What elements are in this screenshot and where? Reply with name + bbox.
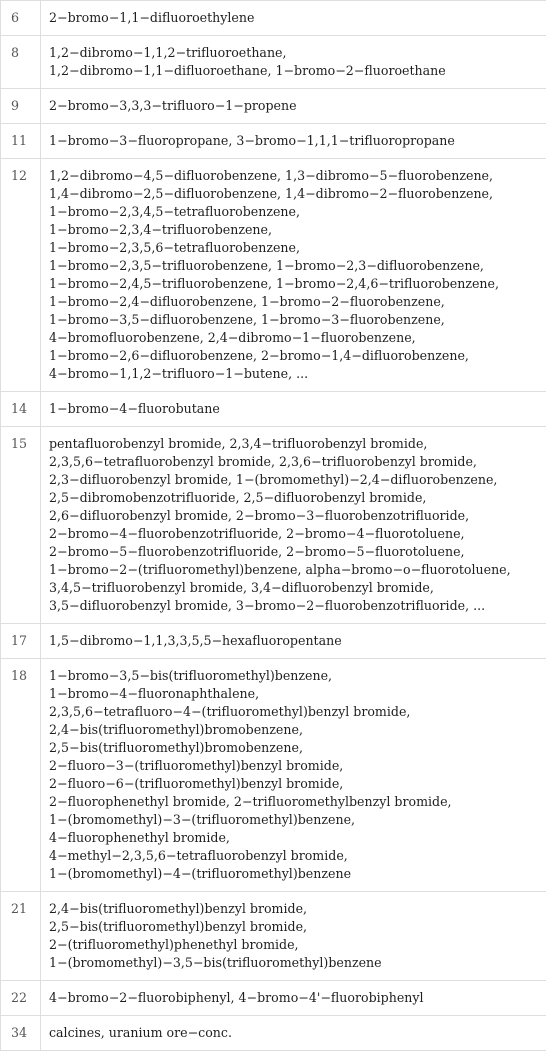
table-row xyxy=(1,159,546,392)
table-row xyxy=(1,1016,546,1051)
table-row xyxy=(1,427,546,624)
row-count: 8 xyxy=(1,36,41,89)
row-compounds: 1−bromo−3−fluoropropane, 3−bromo−1,1,1−trifluoropropane xyxy=(41,124,546,159)
row-count: 12 xyxy=(1,159,41,392)
table-row xyxy=(1,659,546,892)
row-compounds: 1,5−dibromo−1,1,3,3,5,5−hexafluoropentane xyxy=(41,624,546,659)
row-compounds: 2−bromo−1,1−difluoroethylene xyxy=(41,1,546,36)
row-count: 34 xyxy=(1,1016,41,1051)
table-row xyxy=(1,36,546,89)
row-count: 6 xyxy=(1,1,41,36)
row-count: 9 xyxy=(1,89,41,124)
row-compounds: 1,2−dibromo−4,5−difluorobenzene, 1,3−dibromo−5−fluorobenzene, 1,4−dibromo−2,5−difluorobenzene, 1,4−dibromo−2−fluorobenzene, 1−bromo−2,3,4,5−tetrafluorobenzene, 1−bromo−2,3,4−trifluorobenzene, 1−bromo−2,3,5,6−tetrafluorobenzene, 1−bromo−2,3,5−trifluorobenzene, 1−bromo−2,3−difluorobenzene, 1−bromo−2,4,5−trifluorobenzene, 1−bromo−2,4,6−trifluorobenzene, 1−bromo−2,4−difluorobenzene, 1−bromo−2−fluorobenzene, 1−bromo−3,5−difluorobenzene, 1−bromo−3−fluorobenzene, 4−bromofluorobenzene, 2,4−dibromo−1−fluorobenzene, 1−bromo−2,6−difluorobenzene, 2−bromo−1,4−difluorobenzene, 4−bromo−1,1,2−trifluoro−1−butene, ... xyxy=(41,159,546,392)
row-count: 22 xyxy=(1,981,41,1016)
table-row xyxy=(1,392,546,427)
row-compounds: 4−bromo−2−fluorobiphenyl, 4−bromo−4'−fluorobiphenyl xyxy=(41,981,546,1016)
row-compounds: calcines, uranium ore−conc. xyxy=(41,1016,546,1051)
row-compounds: 2,4−bis(trifluoromethyl)benzyl bromide, 2,5−bis(trifluoromethyl)benzyl bromide, 2−(trifluoromethyl)phenethyl bromide, 1−(bromomethyl)−3,5−bis(trifluoromethyl)benzene xyxy=(41,892,546,981)
row-compounds: pentafluorobenzyl bromide, 2,3,4−trifluorobenzyl bromide, 2,3,5,6−tetrafluorobenzyl bromide, 2,3,6−trifluorobenzyl bromide, 2,3−difluorobenzyl bromide, 1−(bromomethyl)−2,4−difluorobenzene, 2,5−dibromobenzotrifluoride, 2,5−difluorobenzyl bromide, 2,6−difluorobenzyl bromide, 2−bromo−3−fluorobenzotrifluoride, 2−bromo−4−fluorobenzotrifluoride, 2−bromo−4−fluorotoluene, 2−bromo−5−fluorobenzotrifluoride, 2−bromo−5−fluorotoluene, 1−bromo−2−(trifluoromethyl)benzene, alpha−bromo−o−fluorotoluene, 3,4,5−trifluorobenzyl bromide, 3,4−difluorobenzyl bromide, 3,5−difluorobenzyl bromide, 3−bromo−2−fluorobenzotrifluoride, ... xyxy=(41,427,546,624)
table-row xyxy=(1,89,546,124)
table-row xyxy=(1,892,546,981)
row-compounds: 1−bromo−3,5−bis(trifluoromethyl)benzene, 1−bromo−4−fluoronaphthalene, 2,3,5,6−tetrafluoro−4−(trifluoromethyl)benzyl bromide, 2,4−bis(trifluoromethyl)bromobenzene, 2,5−bis(trifluoromethyl)bromobenzene, 2−fluoro−3−(trifluoromethyl)benzyl bromide, 2−fluoro−6−(trifluoromethyl)benzyl bromide, 2−fluorophenethyl bromide, 2−trifluoromethylbenzyl bromide, 1−(bromomethyl)−3−(trifluoromethyl)benzene, 4−fluorophenethyl bromide, 4−methyl−2,3,5,6−tetrafluorobenzyl bromide, 1−(bromomethyl)−4−(trifluoromethyl)benzene xyxy=(41,659,546,892)
row-count: 17 xyxy=(1,624,41,659)
table-row xyxy=(1,124,546,159)
row-count: 21 xyxy=(1,892,41,981)
row-count: 11 xyxy=(1,124,41,159)
row-compounds: 1−bromo−4−fluorobutane xyxy=(41,392,546,427)
row-compounds: 2−bromo−3,3,3−trifluoro−1−propene xyxy=(41,89,546,124)
row-count: 15 xyxy=(1,427,41,624)
table-row xyxy=(1,1,546,36)
table-row xyxy=(1,981,546,1016)
table-row xyxy=(1,624,546,659)
row-compounds: 1,2−dibromo−1,1,2−trifluoroethane, 1,2−dibromo−1,1−difluoroethane, 1−bromo−2−fluoroethane xyxy=(41,36,546,89)
row-count: 14 xyxy=(1,392,41,427)
row-count: 18 xyxy=(1,659,41,892)
